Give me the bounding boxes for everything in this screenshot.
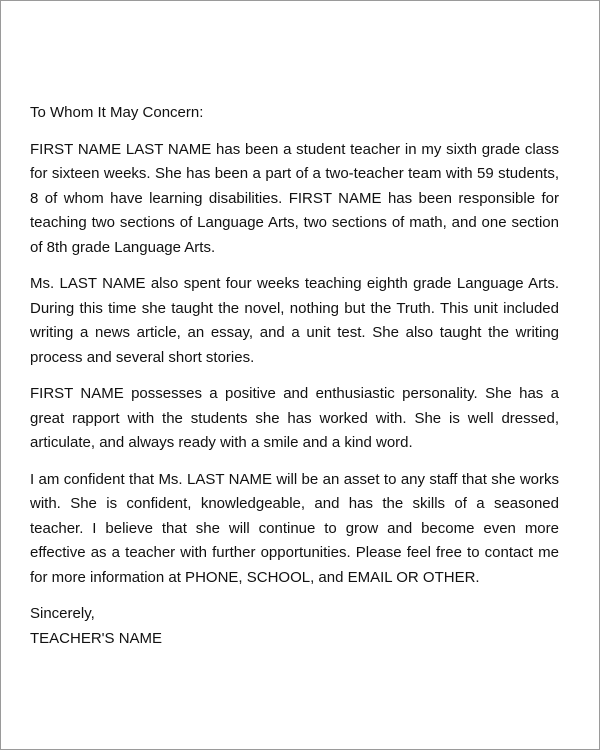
- letter-body: [30, 101, 559, 651]
- paragraph-3: FIRST NAME possesses a positive and enthusiastic personality. She has a great rapport with the students she has worked with. She is well dressed, articulate, and always ready with a smile and a kind word.: [30, 385, 559, 451]
- signature: TEACHER'S NAME: [30, 629, 163, 647]
- salutation: To Whom It May Concern:: [30, 104, 204, 121]
- paragraph-4: I am confident that Ms. LAST NAME will be an asset to any staff that she works with. She is confident, knowledgeable, and has the skills of a seasoned teacher. I believe that she will continue to grow and become even more effective as a teacher with further opportunities. Please feel free to contact me for more information at PHONE, SCHOOL, and EMAIL OR OTHER.: [30, 470, 559, 586]
- paragraph-2: Ms. LAST NAME also spent four weeks teaching eighth grade Language Arts. During this time she taught the novel, nothing but the Truth. This unit included writing a news article, an essay, and a unit test. She also taught the writing process and several short stories.: [30, 275, 559, 366]
- closing: Sincerely,: [30, 605, 95, 622]
- paragraph-1: FIRST NAME LAST NAME has been a student teacher in my sixth grade class for sixteen weeks. She has been a part of a two-teacher team with 59 students, 8 of whom have learning disabilities. FIRST NAME has been responsible for teaching two sections of Language Arts, two sections of math, and one section of 8th grade Language Arts.: [30, 140, 559, 256]
- closing-block: [30, 602, 559, 651]
